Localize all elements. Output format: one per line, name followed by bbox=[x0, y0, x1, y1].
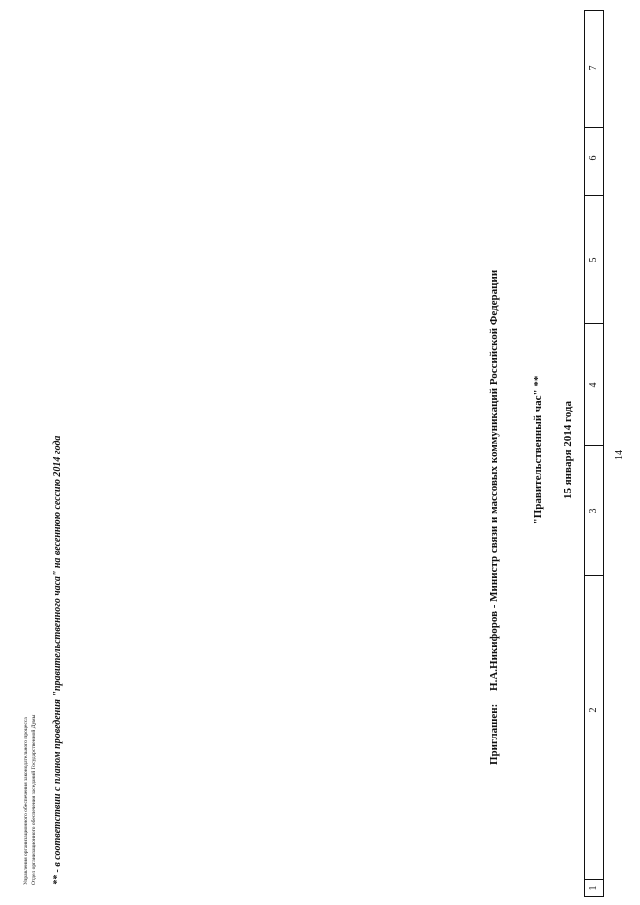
footer-department: Отдел организационного обеспечения заседаний Государственной Думы bbox=[31, 714, 37, 885]
invited-person: Н.А.Никифоров - Министр связи и массовых коммуникаций Российской Федерации bbox=[488, 269, 500, 691]
column-number: 1 bbox=[588, 885, 599, 891]
page-number: 14 bbox=[614, 450, 625, 460]
session-type-heading: "Правительственный час" ** bbox=[532, 375, 544, 525]
column-number: 5 bbox=[588, 257, 599, 263]
column-number-row bbox=[584, 10, 604, 897]
invited-line bbox=[488, 270, 500, 765]
column-number: 7 bbox=[588, 65, 599, 71]
column-divider bbox=[585, 195, 603, 196]
invited-label: Приглашен: bbox=[488, 703, 500, 765]
column-number: 4 bbox=[588, 382, 599, 388]
column-divider bbox=[585, 445, 603, 446]
column-number: 3 bbox=[588, 508, 599, 514]
column-divider bbox=[585, 323, 603, 324]
footnote: ** - в соответствии с планом проведения "правительственного часа" на весеннюю сессию 2014 года bbox=[52, 435, 63, 885]
session-date: 15 января 2014 года bbox=[562, 400, 574, 500]
column-divider bbox=[585, 127, 603, 128]
column-number: 2 bbox=[588, 707, 599, 713]
column-divider bbox=[585, 575, 603, 576]
footer-division: Управления организационного обеспечения законодательного процесса bbox=[23, 717, 29, 885]
column-number: 6 bbox=[588, 155, 599, 161]
